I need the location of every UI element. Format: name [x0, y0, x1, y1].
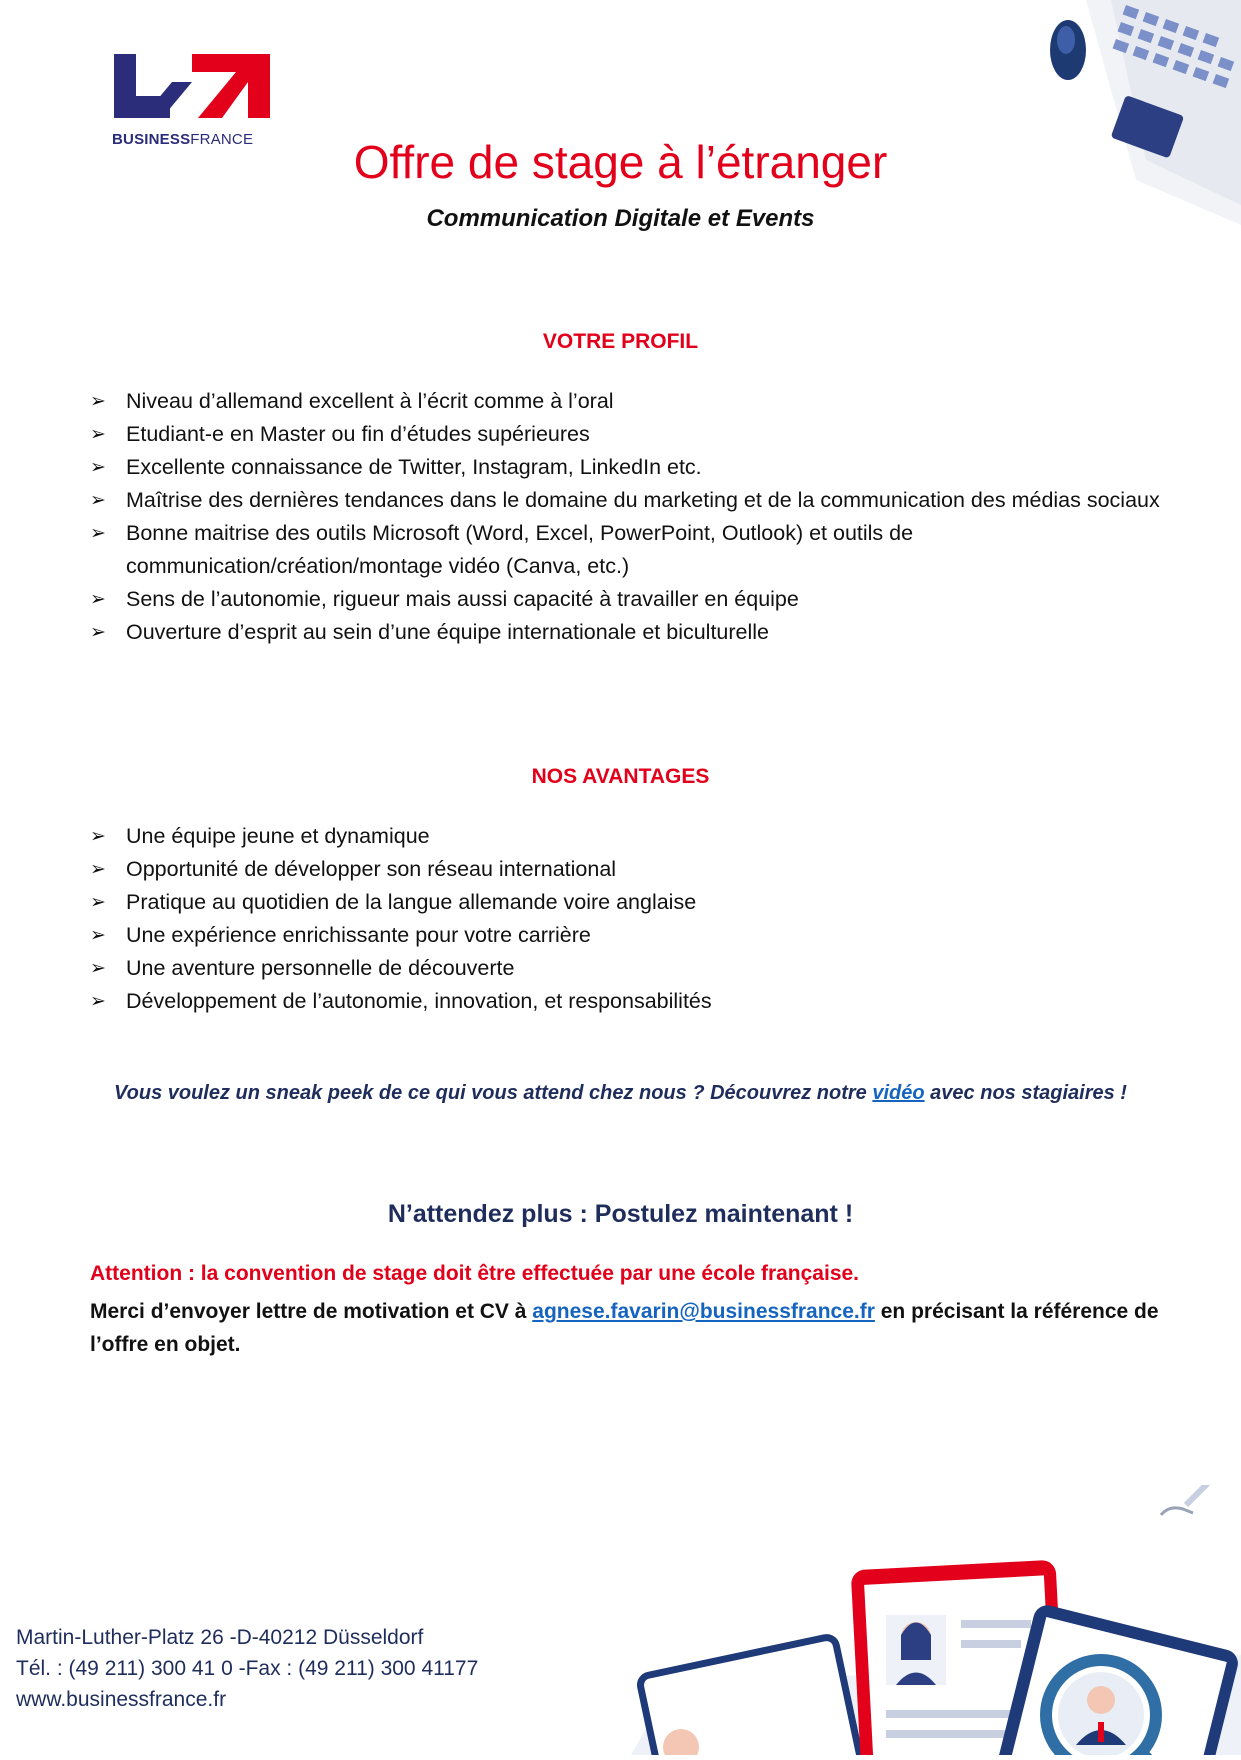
page-title: Offre de stage à l’étranger	[353, 136, 888, 188]
application-instructions: Merci d’envoyer lettre de motivation et CV à agnese.favarin@businessfrance.fr en précisant la référence de l’offre en objet.	[90, 1300, 1159, 1356]
list-item: ➢ Maîtrise des dernières tendances dans le domaine du marketing et de la communication des médias sociaux	[90, 484, 1170, 517]
arrow-bullet-icon: ➢	[90, 589, 106, 610]
logo-arrows-icon	[112, 52, 272, 127]
arrow-bullet-icon: ➢	[90, 622, 106, 643]
arrow-bullet-icon: ➢	[90, 892, 106, 913]
video-link[interactable]: vidéo	[872, 1082, 925, 1104]
documents-illustration	[611, 1485, 1241, 1755]
footer-address: Martin-Luther-Platz 26 -D-40212 Düsseldorf	[16, 1626, 424, 1649]
arrow-bullet-icon: ➢	[90, 925, 106, 946]
arrow-bullet-icon: ➢	[90, 826, 106, 847]
list-item: ➢ Etudiant-e en Master ou fin d’études supérieures	[90, 418, 1170, 451]
arrow-bullet-icon: ➢	[90, 991, 106, 1012]
list-item: ➢ Ouverture d’esprit au sein d’une équipe internationale et biculturelle	[90, 616, 1170, 649]
page-subtitle: Communication Digitale et Events	[426, 205, 815, 232]
arrow-bullet-icon: ➢	[90, 424, 106, 445]
profil-list	[90, 385, 1170, 649]
arrow-bullet-icon: ➢	[90, 523, 106, 544]
logo-wordmark: BUSINESSFRANCE	[112, 131, 254, 148]
laptop-illustration	[1026, 0, 1241, 235]
list-item: ➢ Une équipe jeune et dynamique	[90, 820, 1170, 853]
apply-call-to-action: N’attendez plus : Postulez maintenant !	[387, 1200, 854, 1228]
arrow-bullet-icon: ➢	[90, 457, 106, 478]
attention-notice: Attention : la convention de stage doit être effectuée par une école française.	[90, 1262, 860, 1285]
list-item: ➢ Sens de l’autonomie, rigueur mais aussi capacité à travailler en équipe	[90, 583, 1170, 616]
list-item: ➢ Une expérience enrichissante pour votre carrière	[90, 919, 1170, 952]
list-item: ➢ Niveau d’allemand excellent à l’écrit comme à l’oral	[90, 385, 1170, 418]
footer-website[interactable]: www.businessfrance.fr	[16, 1688, 227, 1711]
list-item: ➢ Une aventure personnelle de découverte	[90, 952, 1170, 985]
footer-phone: Tél. : (49 211) 300 41 0 -Fax : (49 211) 300 41177	[16, 1657, 479, 1680]
arrow-bullet-icon: ➢	[90, 859, 106, 880]
list-item: ➢ Excellente connaissance de Twitter, Instagram, LinkedIn etc.	[90, 451, 1170, 484]
avantages-list	[90, 820, 1170, 1018]
email-link[interactable]: agnese.favarin@businessfrance.fr	[532, 1300, 875, 1323]
list-item: ➢ Opportunité de développer son réseau international	[90, 853, 1170, 886]
arrow-bullet-icon: ➢	[90, 391, 106, 412]
list-item: ➢ Bonne maitrise des outils Microsoft (Word, Excel, PowerPoint, Outlook) et outils de communication/création/montage vidéo (Canva, etc.)	[90, 517, 1170, 583]
arrow-bullet-icon: ➢	[90, 958, 106, 979]
avantages-heading: NOS AVANTAGES	[531, 765, 710, 788]
arrow-bullet-icon: ➢	[90, 490, 106, 511]
list-item: ➢ Développement de l’autonomie, innovation, et responsabilités	[90, 985, 1170, 1018]
list-item: ➢ Pratique au quotidien de la langue allemande voire anglaise	[90, 886, 1170, 919]
video-invitation: Vous voulez un sneak peek de ce qui vous attend chez nous ? Découvrez notre vidéo avec nos stagiaires !	[114, 1082, 1127, 1104]
profil-heading: VOTRE PROFIL	[542, 330, 699, 353]
footer-contact	[16, 1622, 478, 1715]
